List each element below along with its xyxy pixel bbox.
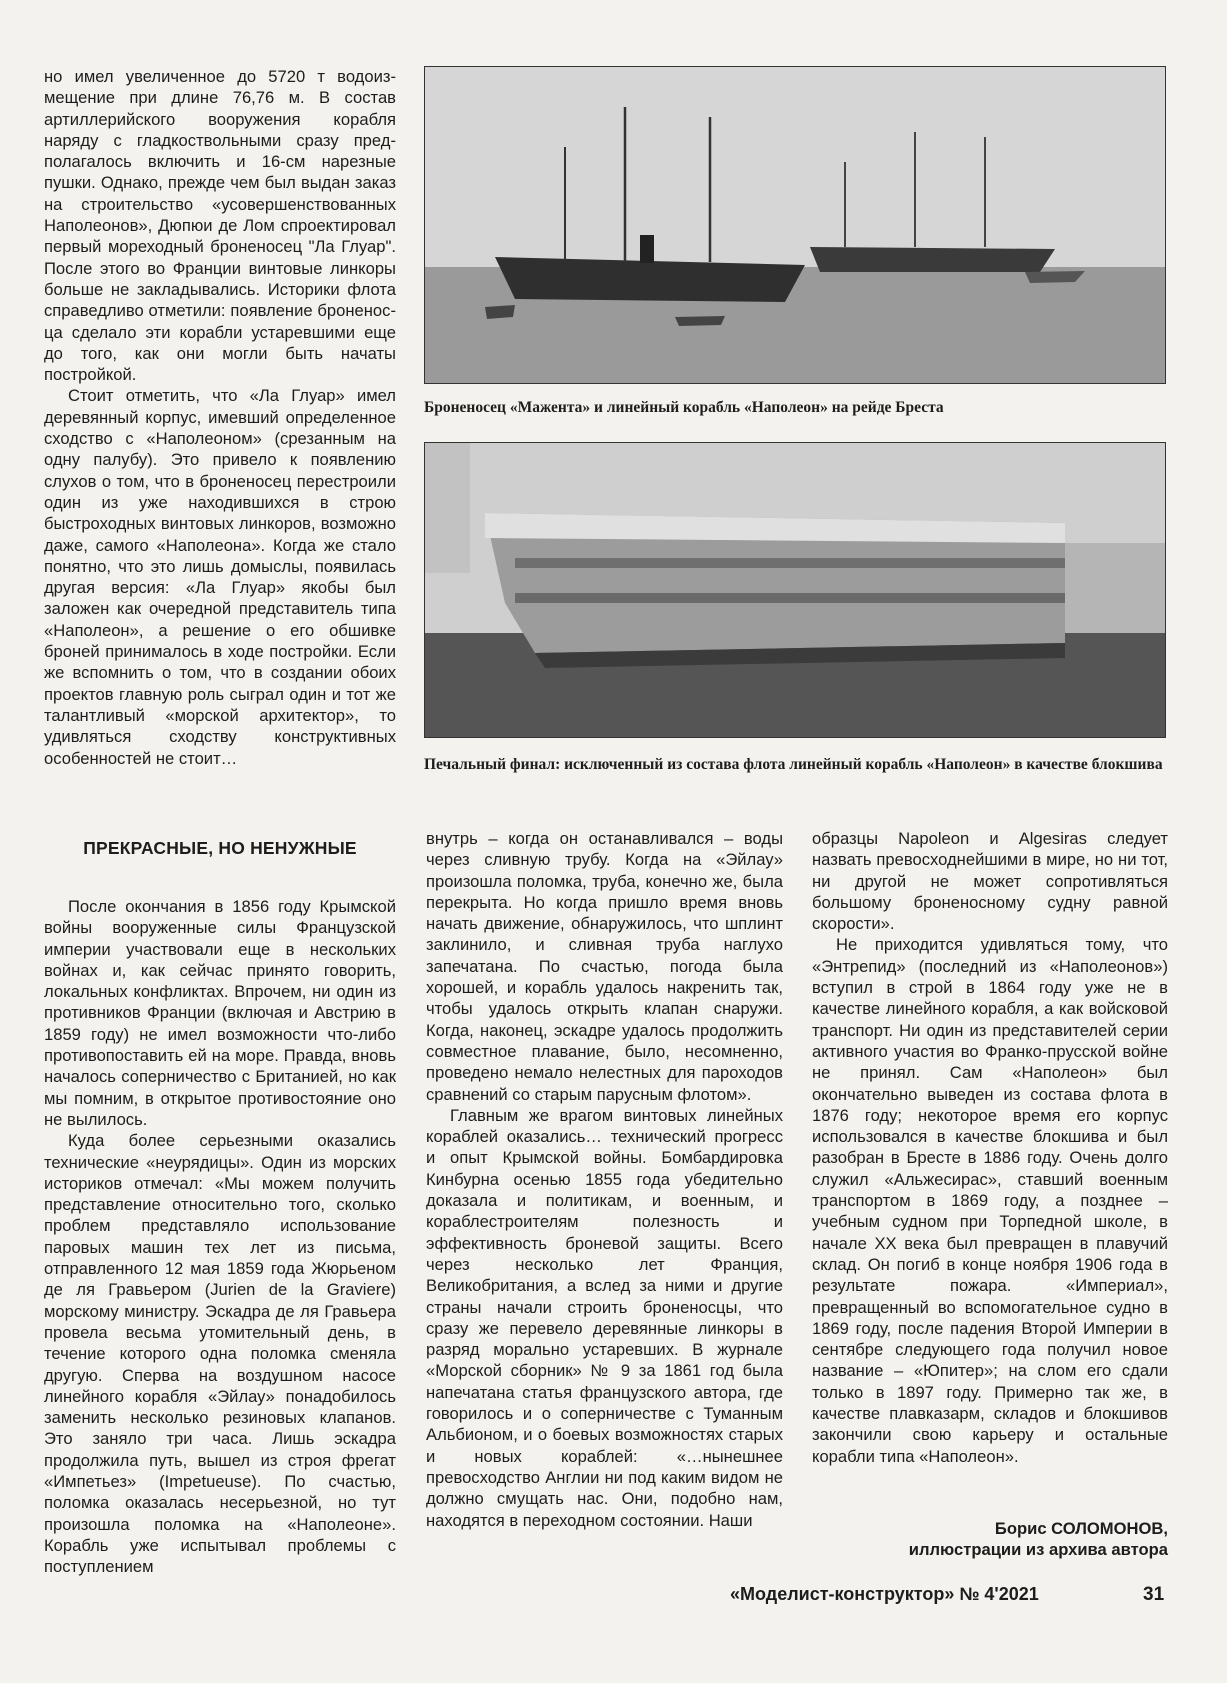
caption-photo-2: Печальный финал: исключенный из состава флота линейный корабль «Наполеон» в качестве блокшива [424, 756, 1163, 773]
author-name: Борис СОЛОМОНОВ, [994, 1519, 1168, 1538]
illustration-credit: иллюстрации из архива автора [908, 1540, 1168, 1560]
paragraph: После окончания в 1856 году Крымской войны вооруженные силы Французской империи участвовали еще в нескольких войнах и, как сейчас принято говорить, локальных конфликтах. Впрочем, ни один из противников Франции (включая и Австрию в 1859 году) не имел возможности что-либо противопоставить ей на море. Правда, вновь началось соперничество с Британией, но как мы помним, в открытое противостояние оно не вылилось. [44, 897, 396, 1129]
magazine-title: «Моделист-конструктор» № 4'2021 [730, 1584, 1039, 1604]
ships-at-anchor-illustration [425, 67, 1165, 383]
paragraph: образцы Napoleon и Algesiras следует назвать превосходнейшими в мире, но ни тот, ни другой не может сопротивляться большому броненосному судну равной скорости». [812, 829, 1168, 934]
paragraph: но имел увеличенное до 5720 т водоизмещение при длине 76,76 м. В состав артиллерийского вооружения корабля наряду с гладкоствольными сразу предполагалось включить и 16-см нарезные пушки. Однако, прежде чем был выдан заказ на строительство «усовершенствованных Наполеонов», Дюпюи де Лом спроектировал первый мореходный броненосец "Ла Глуар". После этого во Франции винтовые линкоры больше не закладывались. Историки флота справедливо отметили: появление броненосца сделало эти корабли устаревшими еще до того, как они могли быть начаты постройкой. [44, 67, 396, 385]
paragraph: внутрь – когда он останавливался – воды через сливную трубу. Когда на «Эйлау» произошла поломка, труба, конечно же, была перекрыта. Но когда пришло время вновь начать движение, обнаружилось, что шплинт заклинило, и сливная труба наглухо запечатана. По счастью, погода была хорошей, и корабль удалось накренить так, чтобы удалось открыть клапан снаружи. Когда, наконец, эскадре удалось продолжить совместное плавание, было, несомненно, проведено немало нелестных для пароходов сравнений со старым парусным флотом». [426, 829, 783, 1104]
section-heading: ПРЕКРАСНЫЕ, НО НЕНУЖНЫЕ [83, 838, 357, 858]
caption-photo-1: Броненосец «Мажента» и линейный корабль «Наполеон» на рейде Бреста [424, 399, 944, 416]
text-column-1 [44, 896, 396, 1578]
paragraph: Не приходится удивляться тому, что «Энтрепид» (последний из «Наполеонов») вступил в строй в 1864 году уже не в качестве линейного корабля, а как войсковой транспорт. Ни один из представителей серии активного участия во Франко-прусской войне не принял. Сам «Наполеон» был окончательно выведен из состава флота в 1876 году; некоторое время его корпус использовался в качестве блокшива и был разобран в Бресте в 1886 году. Очень долго служил «Альжесирас», ставший военным транспортом в 1869 году, а позднее – учебным судном при Торпедной школе, в начале XX века был превращен в плавучий склад. Он погиб в конце ноября 1906 года в результате пожара. «Империал», превращенный во вспомогательное судно в 1869 году, после падения Второй Империи в сентябре следующего года получил новое название – «Юпитер»; на слом его сдали только в 1897 году. Примерно так же, в качестве плавказарм, складов и блокшивов закончили свою карьеру и остальные корабли типа «Наполеон». [812, 935, 1168, 1466]
hulk-ship-illustration [425, 443, 1165, 737]
text-column-3 [812, 828, 1168, 1467]
photo-magenta-napoleon [424, 66, 1166, 384]
paragraph: Куда более серьезными оказались технические «неурядицы». Один из морских историков отмечал: «Мы можем получить представление относительно того, сколько проблем представляло использование паровых машин тех лет из письма, отправленного 12 мая 1859 года Жюрьеном де ля Гравьером (Jurien de la Graviere) морскому министру. Эскадра де ля Гравьера провела весьма утомительный день, в течение которого одна поломка сменяла другую. Сперва на воздушном насосе линейного корабля «Эйлау» понадобилось заменить несколько резиновых клапанов. Это заняло три часа. Лишь эскадра продолжила путь, вышел из строя фрегат «Импетьез» (Impetueuse). По счастью, поломка оказалась несерьезной, но тут произошла поломка на «Наполеоне». Корабль уже испытывал проблемы с поступлением [44, 1131, 396, 1577]
text-column-2 [426, 828, 783, 1531]
paragraph: Главным же врагом винтовых линейных кораблей оказались… технический прогресс и опыт Крымской войны. Бомбардировка Кинбурна осенью 1855 года убедительно доказала и политикам, и военным, и кораблестроителям полезность и эффективность броневой защиты. Всего через несколько лет Франция, Великобритания, а вслед за ними и другие страны начали строить броненосцы, что сразу же перевело деревянные линкоры в разряд морально устаревших. В журнале «Морской сборник» № 9 за 1861 год была напечатана статья французского автора, где говорилось и о соперничестве с Туманным Альбионом, и о боевых возможностях старых и новых кораблей: «…нынешнее превосходство Англии ни под каким видом не должно смущать нас. Они, подобно нам, находятся в переходном состоянии. Наши [426, 1105, 783, 1530]
page-number: 31 [1143, 1584, 1165, 1605]
text-column-left-top [44, 66, 396, 769]
paragraph: Стоит отметить, что «Ла Глуар» имел деревянный корпус, имевший определенное сходство с «Наполеоном» (срезанным на одну палубу). Это привело к появлению слухов о том, что в броненосец перестроили один из уже находившихся в строю быстроходных винтовых линкоров, возможно даже, самого «Наполеона». Когда же стало понятно, что это лишь домыслы, появилась другая версия: «Ла Глуар» якобы был заложен как очередной представитель типа «Наполеон», а решение о его обшивке броней принималось в ходе постройки. Если же вспомнить о том, что в создании обоих проектов главную роль сыграл один и тот же талантливый «морской архитектор», то удивляться сходству конструктивных особенностей не стоит… [44, 386, 396, 768]
author-signature [812, 1518, 1168, 1561]
photo-napoleon-hulk [424, 442, 1166, 738]
